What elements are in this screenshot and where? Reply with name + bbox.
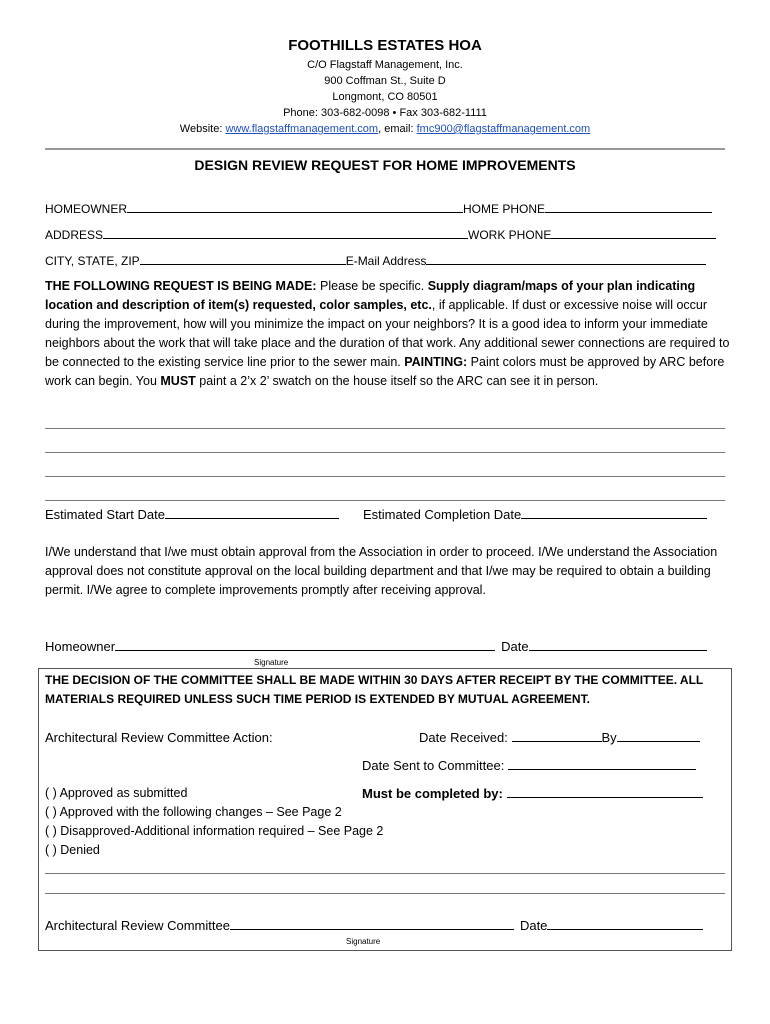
start-date-blank[interactable] <box>165 507 339 519</box>
instructions-text-4: paint a 2’x 2’ swatch on the house itself so the ARC can see it in person. <box>195 374 599 388</box>
arc-action-label: Architectural Review Committee Action: <box>45 730 273 745</box>
arc-date-label: Date <box>519 918 548 933</box>
option-denied[interactable]: ( ) Denied <box>45 843 100 857</box>
homeowner-blank[interactable] <box>127 201 463 213</box>
arc-signature-field <box>45 918 703 933</box>
completion-date-label: Estimated Completion Date <box>363 507 522 522</box>
by-blank[interactable] <box>617 730 700 742</box>
organization-name: FOOTHILLS ESTATES HOA <box>288 37 482 54</box>
committee-notes-line[interactable] <box>45 873 725 874</box>
arc-signature-caption: Signature <box>346 937 381 946</box>
description-line[interactable] <box>45 500 725 501</box>
date-sent-label: Date Sent to Committee: <box>362 758 508 773</box>
option-disapproved[interactable]: ( ) Disapproved-Additional information required – See Page 2 <box>45 824 384 838</box>
website-email-line <box>0 122 770 137</box>
homeowner-label: HOMEOWNER <box>45 202 127 216</box>
by-label: By <box>601 730 617 745</box>
address-field <box>45 227 716 242</box>
city-line: Longmont, CO 80501 <box>332 91 438 103</box>
must-complete-blank[interactable] <box>507 786 703 798</box>
arc-sig-blank[interactable] <box>230 918 514 930</box>
request-lead: THE FOLLOWING REQUEST IS BEING MADE: <box>45 279 317 293</box>
website-link[interactable]: www.flagstaffmanagement.com <box>225 123 379 135</box>
email-link[interactable]: fmc900@flagstaffmanagement.com <box>416 123 591 135</box>
care-of-line: C/O Flagstaff Management, Inc. <box>307 59 463 71</box>
homeowner-date-label: Date <box>501 639 529 654</box>
completion-date-field <box>363 507 707 522</box>
date-sent-blank[interactable] <box>508 758 696 770</box>
must-complete-label: Must be completed by: <box>362 786 503 801</box>
work-phone-label: WORK PHONE <box>468 228 552 242</box>
homeowner-field <box>45 201 712 216</box>
home-phone-blank[interactable] <box>545 201 712 213</box>
start-date-field <box>45 507 339 522</box>
address-blank[interactable] <box>103 227 468 239</box>
email-address-label: E-Mail Address <box>345 254 427 268</box>
painting-label: PAINTING: <box>404 355 468 369</box>
completion-date-blank[interactable] <box>521 507 707 519</box>
street-address: 900 Coffman St., Suite D <box>324 75 446 87</box>
work-phone-blank[interactable] <box>551 227 716 239</box>
instructions-text-3: Paint colors must be approved by ARC before work can begin. You <box>45 355 725 388</box>
must-complete-field <box>362 786 703 801</box>
website-label: Website: <box>179 123 226 135</box>
must-emphasis: MUST <box>160 374 196 388</box>
form-title: DESIGN REVIEW REQUEST FOR HOME IMPROVEMENTS <box>194 157 576 173</box>
arc-sig-label: Architectural Review Committee <box>45 918 230 933</box>
address-label: ADDRESS <box>45 228 104 242</box>
instructions-paragraph <box>45 277 730 391</box>
supply-diagram-note: Supply diagram/maps of your plan indicating location and description of item(s) requested, color samples, etc. <box>45 279 696 312</box>
option-approved-changes[interactable]: ( ) Approved with the following changes – See Page 2 <box>45 805 342 819</box>
city-state-zip-blank[interactable] <box>140 253 346 265</box>
home-phone-label: HOME PHONE <box>463 202 546 216</box>
arc-date-blank[interactable] <box>547 918 703 930</box>
description-line[interactable] <box>45 452 725 453</box>
committee-notes-line[interactable] <box>45 893 725 894</box>
date-received-blank[interactable] <box>512 730 602 742</box>
date-received-label: Date Received: <box>419 730 512 745</box>
instructions-text-1: Please be specific. <box>316 279 428 293</box>
email-address-blank[interactable] <box>426 253 706 265</box>
homeowner-sig-blank[interactable] <box>115 639 495 651</box>
header-divider <box>45 148 725 150</box>
date-sent-field <box>362 758 696 773</box>
date-received-field <box>419 730 700 745</box>
signature-caption: Signature <box>254 658 289 667</box>
homeowner-date-blank[interactable] <box>529 639 707 651</box>
city-email-field <box>45 253 706 268</box>
description-line[interactable] <box>45 476 725 477</box>
email-label: , email: <box>378 123 417 135</box>
committee-decision: THE DECISION OF THE COMMITTEE SHALL BE MADE WITHIN 30 DAYS AFTER RECEIPT BY THE COMMITTEE. ALL MATERIALS REQUIRED UNLESS SUCH TIME PERIOD IS EXTENDED BY MUTUAL AGREEMENT. <box>45 673 704 706</box>
option-approved[interactable]: ( ) Approved as submitted <box>45 786 188 800</box>
agreement-paragraph: I/We understand that I/we must obtain approval from the Association in order to proceed. I/We understand the Association approval does not constitute approval on the local building department and that I/we may be required to obtain a building permit. I/We agree to complete improvements promptly after receiving approval. <box>45 545 718 597</box>
start-date-label: Estimated Start Date <box>45 507 165 522</box>
city-state-zip-label: CITY, STATE, ZIP <box>45 254 140 268</box>
homeowner-signature-field <box>45 639 707 654</box>
instructions-text-2: , if applicable. If dust or excessive noise will occur during the improvement, how will you minimize the impact on your neighbors? It is a good idea to inform your immediate neighbors about the work that will take place and the duration of that work. Any additional sewer connections are required to be connected to the existing service line prior to the sewer main. <box>45 298 730 369</box>
description-line[interactable] <box>45 428 725 429</box>
homeowner-sig-label: Homeowner <box>45 639 116 654</box>
phone-fax-line: Phone: 303-682-0098 • Fax 303-682-1111 <box>283 107 487 119</box>
